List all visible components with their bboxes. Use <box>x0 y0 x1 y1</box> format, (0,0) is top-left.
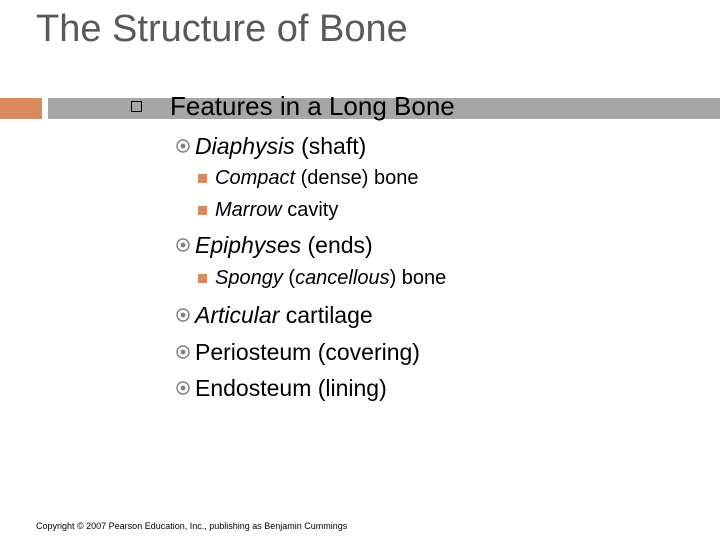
term-compact: Compact <box>215 167 296 189</box>
square-bullet-icon <box>198 206 207 215</box>
accent-bar-orange <box>0 98 42 119</box>
circled-dot-bullet-icon <box>176 238 190 252</box>
circled-dot-bullet-icon <box>176 381 190 395</box>
term-diaphysis: Diaphysis <box>195 133 295 159</box>
text-endosteum: Endosteum (lining) <box>195 375 387 401</box>
text-shaft: (shaft) <box>294 133 367 159</box>
square-bullet-icon <box>198 274 207 283</box>
text-dense-bone: (dense) bone <box>295 167 419 189</box>
circled-dot-bullet-icon <box>176 308 190 322</box>
term-cancellous: cancellous <box>295 267 390 289</box>
text-bone: ) bone <box>389 267 447 289</box>
term-marrow: Marrow <box>215 199 282 221</box>
text-open-paren: ( <box>282 267 296 289</box>
text-periosteum: Periosteum (covering) <box>195 339 420 365</box>
text-cartilage: cartilage <box>279 302 373 328</box>
term-spongy: Spongy <box>215 267 283 289</box>
text-cavity: cavity <box>281 199 339 221</box>
square-bullet-icon <box>198 174 207 183</box>
text-ends: (ends) <box>301 232 373 258</box>
term-articular: Articular <box>195 302 280 328</box>
heading-features: Features in a Long Bone <box>170 91 455 121</box>
circled-dot-bullet-icon <box>176 139 190 153</box>
copyright-footer: Copyright © 2007 Pearson Education, Inc., publishing as Benjamin Cummings <box>36 521 348 531</box>
slide-title: The Structure of Bone <box>36 8 408 50</box>
hollow-square-bullet-icon <box>131 101 142 112</box>
term-epiphyses: Epiphyses <box>195 232 302 258</box>
circled-dot-bullet-icon <box>176 345 190 359</box>
